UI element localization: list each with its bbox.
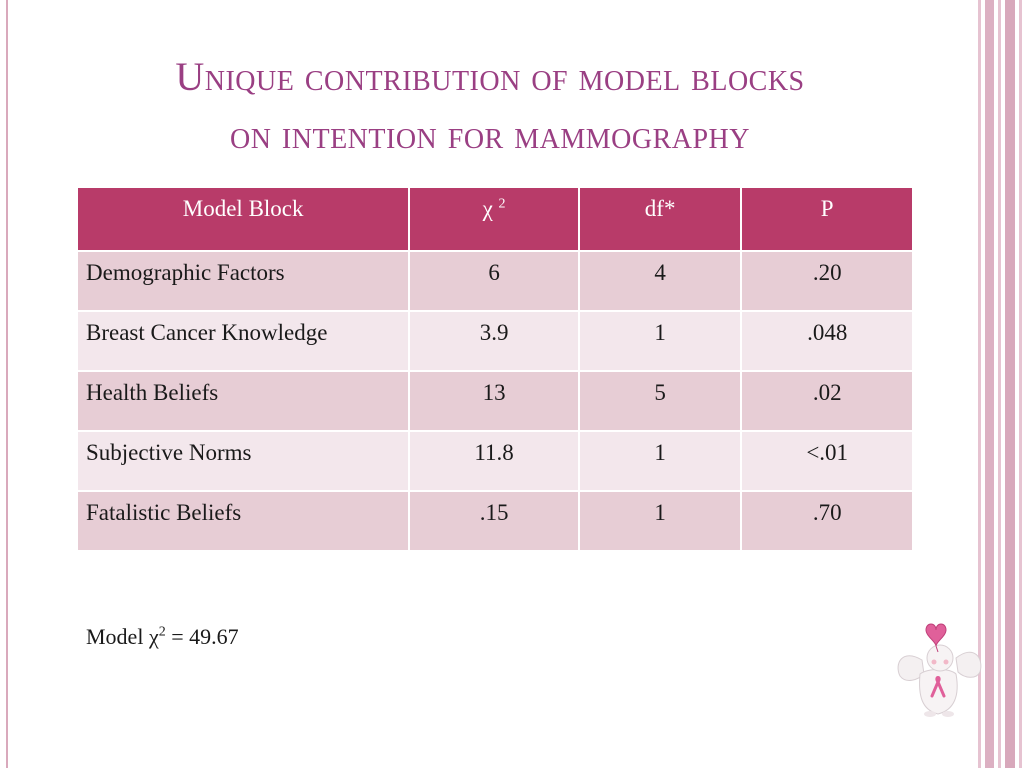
cell-df: 5 bbox=[579, 371, 742, 431]
cell-chi-square: .15 bbox=[409, 491, 579, 551]
cell-p: .20 bbox=[741, 251, 913, 311]
cell-model-block: Demographic Factors bbox=[77, 251, 409, 311]
table-row bbox=[77, 371, 913, 431]
table-header-row bbox=[77, 187, 913, 251]
table-row bbox=[77, 311, 913, 371]
cell-df: 1 bbox=[579, 311, 742, 371]
cell-model-block: Subjective Norms bbox=[77, 431, 409, 491]
header-p bbox=[741, 187, 913, 251]
model-summary-superscript: 2 bbox=[158, 624, 166, 640]
table-row bbox=[77, 251, 913, 311]
cell-chi-square: 11.8 bbox=[409, 431, 579, 491]
cell-chi-square: 13 bbox=[409, 371, 579, 431]
slide-title bbox=[60, 48, 920, 164]
header-chi-square-text: χ bbox=[482, 196, 493, 221]
left-border-line bbox=[6, 0, 8, 768]
header-df bbox=[579, 187, 742, 251]
slide-title-line-2: on intention for mammography bbox=[229, 112, 750, 157]
cell-model-block: Health Beliefs bbox=[77, 371, 409, 431]
cell-p: <.01 bbox=[741, 431, 913, 491]
model-summary-prefix: Model χ bbox=[86, 624, 159, 649]
cell-chi-square: 3.9 bbox=[409, 311, 579, 371]
header-chi-square bbox=[409, 187, 579, 251]
cell-p: .70 bbox=[741, 491, 913, 551]
header-df-text: df* bbox=[644, 196, 676, 221]
right-decorative-stripes bbox=[978, 0, 1024, 768]
cell-model-block: Fatalistic Beliefs bbox=[77, 491, 409, 551]
cell-model-block: Breast Cancer Knowledge bbox=[77, 311, 409, 371]
header-p-text: P bbox=[820, 196, 834, 221]
model-summary-value: = 49.67 bbox=[165, 624, 239, 649]
cell-df: 4 bbox=[579, 251, 742, 311]
table-row bbox=[77, 491, 913, 551]
model-chi-square-summary bbox=[86, 624, 239, 650]
cell-p: .048 bbox=[741, 311, 913, 371]
slide-title-line-1: Unique contribution of model blocks bbox=[175, 54, 805, 99]
header-chi-square-superscript: 2 bbox=[498, 196, 506, 212]
model-blocks-table bbox=[76, 186, 914, 552]
table-row bbox=[77, 431, 913, 491]
cell-df: 1 bbox=[579, 491, 742, 551]
cell-df: 1 bbox=[579, 431, 742, 491]
header-model-block bbox=[77, 187, 409, 251]
cell-chi-square: 6 bbox=[409, 251, 579, 311]
cell-p: .02 bbox=[741, 371, 913, 431]
header-model-block-text: Model Block bbox=[182, 196, 304, 221]
angel-with-pink-ribbon-icon bbox=[892, 618, 984, 718]
